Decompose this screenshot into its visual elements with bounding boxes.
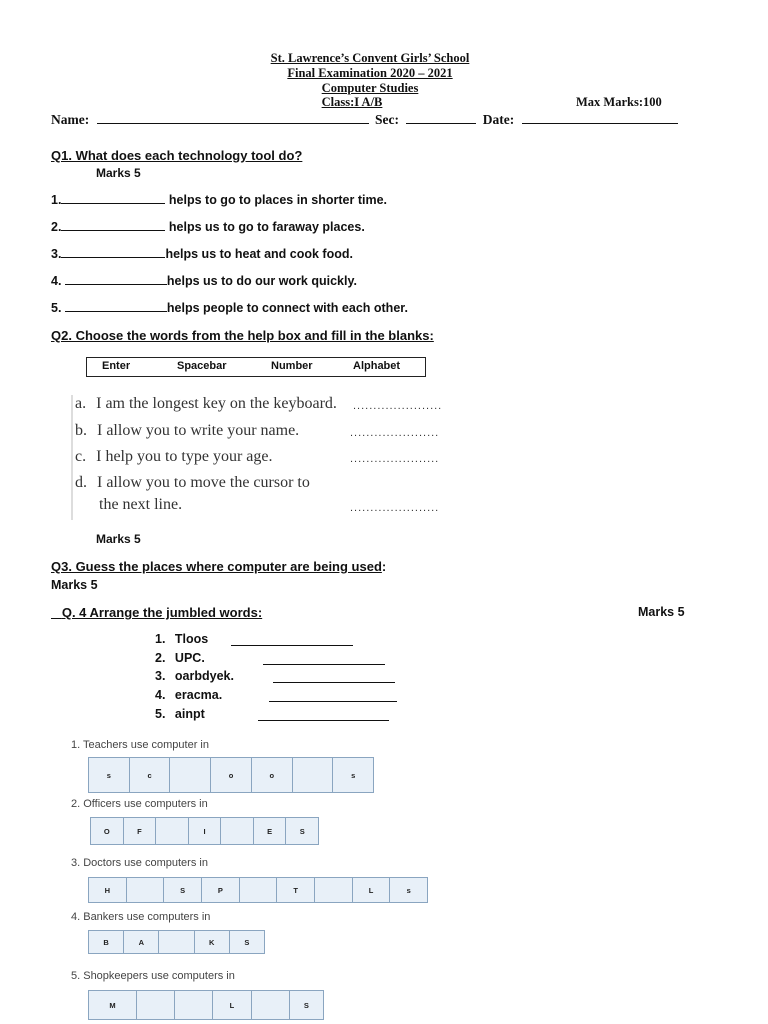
q2-item [75, 448, 273, 466]
item-text: helps us to heat and cook food. [165, 247, 353, 261]
item-letter: a. [75, 395, 87, 412]
q2-marks: Marks 5 [96, 532, 141, 546]
help-word: Spacebar [177, 360, 227, 372]
max-marks: Max Marks:100 [576, 95, 662, 109]
sec-label: Sec: [374, 112, 399, 127]
letter-cell[interactable]: s [406, 885, 411, 895]
answer-blank[interactable] [61, 230, 165, 231]
school-name: St. Lawrence’s Convent Girls’ School [270, 51, 470, 65]
q1-item [51, 301, 408, 315]
item-number: 5. [155, 707, 166, 721]
answer-dots[interactable]: ...................... [353, 400, 443, 412]
answer-blank[interactable] [258, 707, 389, 721]
item-letter: d. [75, 474, 87, 491]
jumbled-item [155, 688, 222, 702]
item-text: I help you to type your age. [96, 448, 273, 465]
letter-cell[interactable]: L [213, 991, 251, 1019]
q1-item [51, 220, 365, 234]
jumbled-word: eracma. [174, 688, 223, 702]
item-text-continued: the next line. [99, 496, 183, 513]
place-caption: 5. Shopkeepers use computers in [71, 970, 235, 982]
letter-cell[interactable]: L [353, 878, 391, 902]
q1-item [51, 274, 357, 288]
letter-cell[interactable] [156, 818, 189, 844]
name-label: Name: [51, 112, 90, 127]
jumbled-word: ainpt [174, 707, 205, 721]
jumbled-item [155, 632, 208, 646]
letter-box-row [88, 930, 265, 954]
letter-cell[interactable]: T [277, 878, 315, 902]
letter-cell[interactable]: s [89, 758, 130, 792]
item-number: 4. [51, 274, 65, 288]
letter-cell[interactable]: H [89, 878, 127, 902]
answer-blank[interactable] [269, 688, 397, 702]
letter-cell[interactable]: o [252, 758, 293, 792]
date-label: Date: [482, 112, 515, 127]
place-caption: 4. Bankers use computers in [71, 911, 211, 923]
sec-field[interactable] [406, 123, 476, 124]
letter-cell[interactable]: A [124, 931, 159, 953]
letter-cell[interactable]: B [89, 931, 124, 953]
jumbled-item [155, 707, 205, 721]
letter-cell[interactable]: S [299, 826, 305, 836]
item-number: 5. [51, 301, 65, 315]
letter-cell[interactable]: K [195, 931, 230, 953]
item-text: helps us to do our work quickly. [166, 274, 357, 288]
q3-title: Q3. Guess the places where computer are being used [51, 559, 382, 574]
place-caption: 1. Teachers use computer in [71, 739, 209, 751]
q4-title-underlined [51, 605, 365, 620]
letter-cell[interactable]: P [202, 878, 240, 902]
item-text: helps to go to places in shorter time. [165, 193, 388, 207]
answer-blank[interactable] [61, 203, 165, 204]
letter-cell[interactable] [221, 818, 254, 844]
letter-cell[interactable]: F [124, 818, 157, 844]
answer-blank[interactable] [65, 311, 167, 312]
letter-cell[interactable]: s [351, 770, 356, 780]
item-number: 2. [155, 651, 166, 665]
letter-cell[interactable]: S [164, 878, 202, 902]
letter-cell[interactable]: E [254, 818, 287, 844]
letter-cell[interactable] [159, 931, 194, 953]
answer-dots[interactable]: ...................... [350, 453, 440, 465]
student-info-row [51, 112, 678, 128]
q4-title-row [51, 605, 365, 620]
q1-marks: Marks 5 [96, 166, 141, 180]
letter-cell[interactable] [137, 991, 175, 1019]
item-number: 3. [155, 669, 166, 683]
item-number: 1. [155, 632, 166, 646]
letter-cell[interactable] [315, 878, 353, 902]
q3-marks: Marks 5 [51, 578, 98, 592]
letter-cell[interactable] [240, 878, 278, 902]
help-word: Number [271, 360, 313, 372]
date-field[interactable] [522, 123, 678, 124]
help-word: Enter [102, 360, 131, 372]
letter-cell[interactable]: I [189, 818, 222, 844]
item-number: 2. [51, 220, 62, 234]
item-number: 4. [155, 688, 166, 702]
letter-cell[interactable] [175, 991, 213, 1019]
letter-cell[interactable] [170, 758, 211, 792]
jumbled-word: Tloos [174, 632, 209, 646]
item-text: helps us to go to faraway places. [165, 220, 365, 234]
letter-box-row [90, 817, 319, 845]
answer-blank[interactable] [61, 257, 165, 258]
exam-title: Final Examination 2020 – 2021 [287, 66, 453, 80]
letter-cell[interactable] [252, 991, 290, 1019]
jumbled-word: UPC. [174, 651, 205, 665]
class-label: Class:I A/B [321, 95, 383, 109]
name-field[interactable] [97, 123, 369, 124]
letter-cell[interactable] [293, 758, 334, 792]
jumbled-item [155, 669, 234, 683]
answer-blank[interactable] [273, 669, 395, 683]
letter-cell[interactable]: o [211, 758, 252, 792]
letter-cell[interactable]: S [244, 937, 250, 947]
answer-dots[interactable]: ...................... [350, 427, 440, 439]
scan-edge [71, 395, 73, 520]
q3-title-row [51, 559, 386, 574]
q1-item [51, 247, 353, 261]
q4-title: Q. 4 Arrange the jumbled words: [61, 605, 263, 620]
q1-item [51, 193, 387, 207]
q1-title: Q1. What does each technology tool do? [51, 148, 303, 163]
answer-dots[interactable]: ...................... [350, 502, 440, 514]
answer-blank[interactable] [65, 284, 167, 285]
q3-colon: : [381, 559, 387, 574]
letter-box-row [88, 877, 428, 903]
answer-blank[interactable] [263, 651, 385, 665]
q2-title: Q2. Choose the words from the help box and fill in the blanks: [51, 328, 434, 343]
letter-cell[interactable]: S [303, 1000, 309, 1010]
jumbled-word: oarbdyek. [174, 669, 234, 683]
q2-item [75, 422, 299, 440]
item-text: helps people to connect with each other. [166, 301, 408, 315]
item-number: 1. [51, 193, 62, 207]
item-number: 3. [51, 247, 62, 261]
q2-item [75, 474, 310, 492]
letter-box-row [88, 757, 374, 793]
letter-cell[interactable]: c [130, 758, 171, 792]
q4-marks: Marks 5 [638, 605, 685, 619]
answer-blank[interactable] [231, 632, 353, 646]
help-word: Alphabet [353, 360, 401, 372]
letter-cell[interactable] [127, 878, 165, 902]
letter-cell[interactable]: O [91, 818, 124, 844]
item-letter: c. [75, 448, 87, 465]
q2-item [75, 395, 337, 413]
item-text: I am the longest key on the keyboard. [96, 395, 337, 412]
place-caption: 2. Officers use computers in [71, 798, 208, 810]
help-box [86, 357, 426, 377]
subject-title: Computer Studies [321, 81, 419, 95]
item-text: I allow you to move the cursor to [97, 474, 310, 491]
letter-box-row [88, 990, 324, 1020]
letter-cell[interactable]: M [89, 991, 137, 1019]
jumbled-item [155, 651, 205, 665]
item-text: I allow you to write your name. [97, 422, 300, 439]
item-letter: b. [75, 422, 87, 439]
place-caption: 3. Doctors use computers in [71, 857, 208, 869]
